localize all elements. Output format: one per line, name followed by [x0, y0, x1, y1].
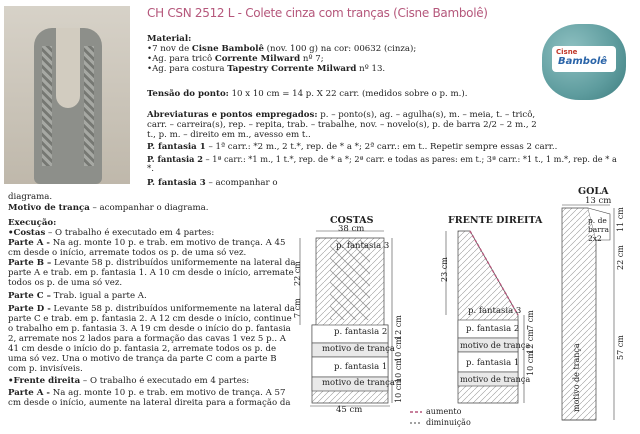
- material-line-2: •Ag. para tricô Corrente Milward nº 7;: [147, 54, 324, 64]
- parte-d-line-4: 2, arremate nos 2 lados para a formação das cavas 1 vez 5 p.. A: [8, 334, 286, 344]
- parte-a-line-1: Parte A - Na ag. monte 10 p. e trab. em motivo de trança. A 45: [8, 238, 286, 248]
- pf3-cont: diagrama.: [8, 192, 53, 202]
- frente-right-dim-3: 10 cm: [526, 351, 535, 376]
- legend-decrease: diminuição: [426, 418, 471, 427]
- parte-b-line-3: todos os p. de uma só vez.: [8, 278, 123, 288]
- material-line-3: •Ag. para costura Tapestry Corrente Milward nº 13.: [147, 64, 386, 74]
- frente-left-dim: 23 cm: [440, 257, 449, 282]
- parte-d-line-2: parte C e trab. em p. fantasia 2. A 12 cm desde o início, continue: [8, 314, 292, 324]
- gola-right-mid-dim: 22 cm: [616, 245, 625, 270]
- costas-bottom-dim: 45 cm: [336, 405, 363, 415]
- motif-line: Motivo de trança – acompanhar o diagrama.: [8, 203, 209, 213]
- gola-band-label: p. de barra 2x2: [588, 216, 609, 243]
- frente-intro: •Frente direita – O trabalho é executado em 4 partes:: [8, 376, 250, 386]
- costas-top-dim: 38 cm: [338, 224, 365, 234]
- frente-section-motif-1: motivo de trança: [460, 340, 531, 350]
- costas-section-pf1: p. fantasia 1: [334, 362, 388, 372]
- parte-a-line-2: cm desde o início, arremate todos os p. de uma só vez.: [8, 248, 247, 258]
- gola-top-dim: 13 cm: [585, 196, 612, 206]
- frente-section-pf2: p. fantasia 2: [466, 324, 520, 334]
- frente-a-line-2: cm desde o início, aumente na lateral direita para a formação da: [8, 398, 291, 408]
- abbr-line-3: t., p. m. – direito em m., avesso em t..: [147, 130, 311, 140]
- material-line-1: •7 nov de Cisne Bambolê (nov. 100 g) na cor: 00632 (cinza);: [147, 44, 417, 54]
- pf3-line: P. fantasia 3 – acompanhar o: [147, 178, 278, 188]
- costas-section-pf3: p. fantasia 3: [336, 241, 390, 251]
- gola-right-top-dim: 11 cm: [616, 207, 625, 232]
- parte-d-line-5: 41 cm desde o início do p. fantasia 2, arremate todos os p. de: [8, 344, 277, 354]
- yarn-brand: Cisne: [556, 48, 578, 56]
- costas-section-motif-1: motivo de trança: [322, 344, 395, 354]
- costas-left-top-dim: 22 cm: [293, 261, 302, 286]
- tension-line: Tensão do ponto: 10 x 10 cm = 14 p. X 22 carr. (medidos sobre o p. m.).: [147, 89, 468, 99]
- gola-title: GOLA: [578, 186, 609, 197]
- frente-a-line-1: Parte A - Na ag. monte 10 p. e trab. em motivo de trança. A 57: [8, 388, 286, 398]
- frente-section-pf1: p. fantasia 1: [466, 358, 520, 368]
- parte-b-line-1: Parte B – Levante 58 p. distribuídos uniformemente na lateral da: [8, 258, 296, 268]
- costas-title: COSTAS: [330, 215, 374, 226]
- pf2-cont: *.: [147, 164, 155, 174]
- execution-heading: Execução:: [8, 218, 57, 228]
- material-heading: Material:: [147, 34, 192, 44]
- parte-d-line-6: uma só vez. Una o motivo de trança da parte C com a parte B: [8, 354, 277, 364]
- costas-right-dim-2: 10 cm: [394, 337, 403, 362]
- frente-title: FRENTE DIREITA: [448, 215, 543, 226]
- frente-section-motif-2: motivo de trança: [460, 374, 531, 384]
- costas-section-pf2: p. fantasia 2: [334, 327, 388, 337]
- frente-section-pf3: p. fantasia 3: [468, 306, 522, 316]
- gola-right-bottom-dim: 57 cm: [616, 335, 625, 360]
- legend: [410, 412, 422, 423]
- costas-right-dim-3: 10 cm: [394, 358, 403, 383]
- gola-vertical-label: motivo de trança: [572, 343, 581, 412]
- parte-d-line-1: Parte D - Levante 58 p. distribuídos uniformemente na lateral da: [8, 304, 295, 314]
- pf2-line: P. fantasia 2 – 1ª carr.: *1 m., 1 t.*, rep. de * a *; 2ª carr. e todas as pares: em t.; 3ª carr.: *1 t., 1 m.*, rep. de * a: [147, 154, 617, 164]
- parte-d-line-7: com p. invisíveis.: [8, 364, 83, 374]
- frente-right-dim-2: 12 cm: [526, 329, 535, 354]
- costas-section-motif-2: motivo de trança: [322, 378, 395, 388]
- costas-right-dim-4: 10 cm: [394, 378, 403, 403]
- parte-c-line: Parte C – Trab. igual a parte A.: [8, 291, 147, 301]
- frente-right-dim-1: 7 cm: [526, 310, 535, 330]
- legend-increase: aumento: [426, 407, 462, 416]
- parte-d-line-3: o trabalho em p. fantasia 3. A 19 cm desde o início do p. fantasia: [8, 324, 291, 334]
- page-title: CH CSN 2512 L - Colete cinza com tranças (Cisne Bambolê): [147, 6, 488, 20]
- yarn-name: Bambolê: [558, 56, 608, 67]
- abbr-line-2: carr. – carreira(s), rep. – repita, trab. – trabalhe, nov. – novelo(s), p. de barra 2/2 – 2 m., 2: [147, 120, 537, 130]
- abbr-line-1: Abreviaturas e pontos empregados: p. – ponto(s), ag. – agulha(s), m. – meia, t. – tricô,: [147, 110, 536, 120]
- costas-intro: •Costas – O trabalho é executado em 4 partes:: [8, 228, 215, 238]
- costas-left-mid-dim: 7 cm: [293, 298, 302, 318]
- pf1-line: P. fantasia 1 – 1ª carr.: *2 m., 2 t.*, rep. de * a *; 2ª carr.: em t.. Repetir sempre essas 2 carr..: [147, 142, 558, 152]
- parte-b-line-2: parte A e trab. em p. fantasia 1. A 10 cm desde o início, arremate: [8, 268, 294, 278]
- costas-right-dim-1: 12 cm: [394, 315, 403, 340]
